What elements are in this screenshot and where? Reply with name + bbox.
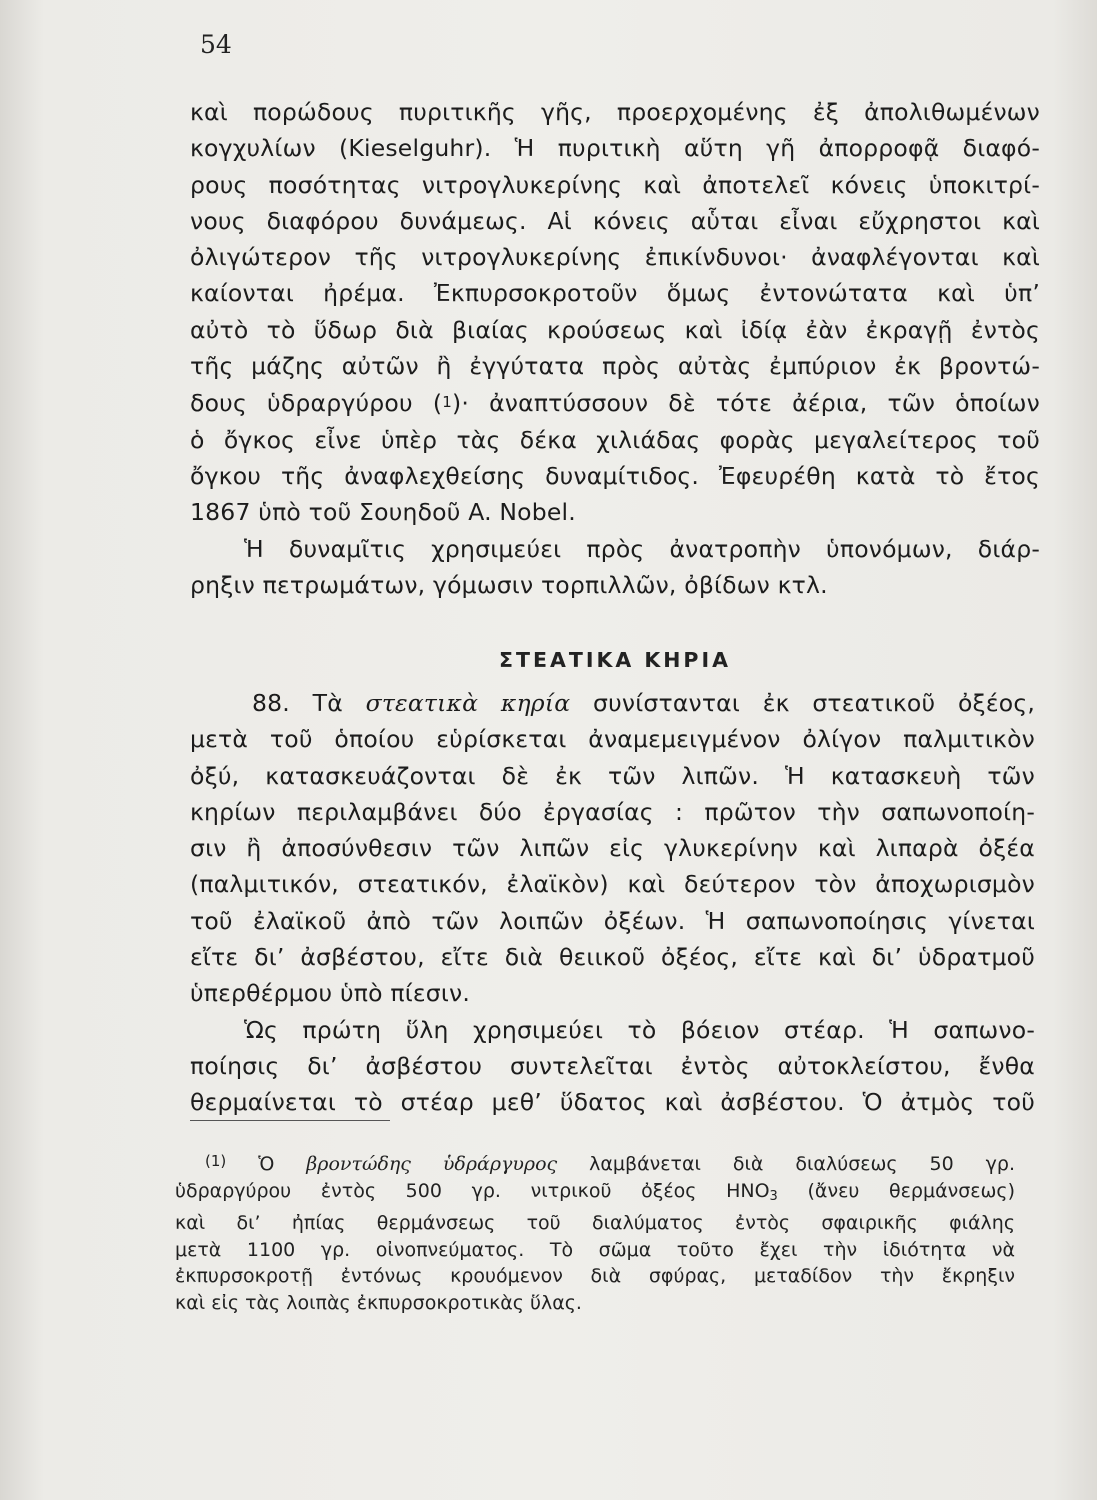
- text-line: θερμαίνεται τὸ στέαρ μεθ’ ὕδατος καὶ ἀσβέστου. Ὁ ἀτμὸς τοῦ: [190, 1088, 1035, 1117]
- text-line-last: ρηξιν πετρωμάτων, γόμωσιν τορπιλλῶν, ὀβίδων κτλ.: [190, 570, 828, 599]
- text-fragment: Τὰ: [312, 689, 343, 717]
- text-line: Ὡς πρώτη ὕλη χρησιμεύει τὸ βόειον στέαρ. Ἡ σαπωνο-: [244, 1015, 1035, 1044]
- continuation-text: [190, 94, 1040, 603]
- page-number: 54: [200, 30, 232, 59]
- footnote-divider: [190, 1120, 390, 1121]
- text-line-with-footnote-ref: [190, 384, 1040, 421]
- footnote-line: καὶ δι’ ἠπίας θερμάνσεως τοῦ διαλύματος ἐντὸς σφαιρικῆς φιάλης: [175, 1212, 1015, 1234]
- footnote-reference: 1: [442, 393, 452, 412]
- text-line: αὐτὸ τὸ ὕδωρ διὰ βιαίας κρούσεως καὶ ἰδίᾳ ἐὰν ἐκραγῇ ἐντὸς: [190, 315, 1040, 344]
- text-line: ποίησις δι’ ἀσβέστου συντελεῖται ἐντὸς αὐτοκλείστου, ἔνθα: [190, 1051, 1035, 1080]
- subscript: 3: [769, 1188, 778, 1204]
- text-line: εἴτε δι’ ἀσβέστου, εἴτε διὰ θειικοῦ ὀξέος, εἴτε καὶ δι’ ὑδρατμοῦ: [190, 943, 1035, 972]
- text-line: νους διαφόρου δυνάμεως. Αἱ κόνεις αὗται εἶναι εὔχρηστοι καὶ: [190, 206, 1040, 235]
- section-heading: ΣΤΕΑΤΙΚΑ ΚΗΡΙΑ: [499, 648, 731, 672]
- text-line: καὶ πορώδους πυριτικῆς γῆς, προερχομένης ἐξ ἀπολιθωμένων: [190, 98, 1040, 126]
- text-fragment: λαμβάνεται διὰ διαλύσεως 50 γρ.: [589, 1153, 1015, 1175]
- text-line-last: 1867 ὑπὸ τοῦ Σουηδοῦ A. Nobel.: [190, 498, 576, 527]
- text-line: τοῦ ἐλαϊκοῦ ἀπὸ τῶν λοιπῶν ὀξέων. Ἡ σαπωνοποίησις γίνεται: [190, 906, 1035, 935]
- text-line: κηρίων περιλαμβάνει δύο ἐργασίας : πρῶτον τὴν σαπωνοποίη-: [190, 797, 1035, 826]
- footnote-line: ἐκπυρσοκροτῇ ἐντόνως κρουόμενον διὰ σφύρας, μεταδίδον τὴν ἔκρηξιν: [175, 1265, 1015, 1287]
- italic-term: βροντώδης ὑδράργυρος: [306, 1153, 558, 1175]
- text-fragment: )· ἀναπτύσσουν δὲ τότε ἀέρια, τῶν ὁποίων: [451, 389, 1040, 418]
- italic-term: στεατικὰ κηρία: [365, 689, 571, 717]
- footnote-line-formula: [175, 1178, 1015, 1211]
- text-line: καίονται ἠρέμα. Ἐκπυρσοκροτοῦν ὅμως ἐντονώτατα καὶ ὑπ’: [190, 279, 1040, 308]
- section-stearic-candles: [190, 685, 1035, 1121]
- text-fragment: συνίστανται ἐκ στεατικοῦ ὀξέος,: [593, 689, 1035, 717]
- footnote-number: 1: [210, 1152, 221, 1170]
- text-line: (παλμιτικόν, στεατικόν, ἐλαϊκὸν) καὶ δεύτερον τὸν ἀποχωρισμὸν: [190, 870, 1035, 899]
- footnote: [175, 1148, 1015, 1316]
- footnote-line-last: καὶ εἰς τὰς λοιπὰς ἐκπυρσοκροτικὰς ὕλας.: [175, 1291, 582, 1314]
- section-number: 88.: [252, 689, 290, 717]
- text-line: ὄγκου τῆς ἀναφλεχθείσης δυναμίτιδος. Ἐφευρέθη κατὰ τὸ ἔτος: [190, 461, 1040, 490]
- text-fragment: ὑδραργύρου ἐντὸς 500 γρ. νιτρικοῦ ὀξέος HNO: [175, 1179, 770, 1202]
- text-fragment: (ἄνευ θερμάνσεως): [777, 1179, 1015, 1202]
- text-line: ὀξύ, κατασκευάζονται δὲ ἐκ τῶν λιπῶν. Ἡ κατασκευὴ τῶν: [190, 761, 1035, 790]
- text-line: ὀλιγώτερον τῆς νιτρογλυκερίνης ἐπικίνδυνοι· ἀναφλέγονται καὶ: [190, 243, 1040, 272]
- footnote-mark: (1): [205, 1152, 227, 1170]
- paragraph-dynamite-description: [190, 94, 1040, 531]
- text-fragment: Ὁ: [258, 1153, 275, 1175]
- footnote-line: μετὰ 1100 γρ. οἰνοπνεύματος. Τὸ σῶμα τοῦτο ἔχει τὴν ἰδιότητα νὰ: [175, 1238, 1015, 1261]
- text-line: μετὰ τοῦ ὁποίου εὑρίσκεται ἀναμεμειγμένον ὀλίγον παλμιτικὸν: [190, 725, 1035, 754]
- text-line: ὁ ὄγκος εἶνε ὑπὲρ τὰς δέκα χιλιάδας φορὰς μεγαλείτερος τοῦ: [190, 425, 1040, 454]
- footnote-first-line: [175, 1148, 1015, 1178]
- paragraph-dynamite-uses: [190, 531, 1040, 604]
- text-line-last: ὑπερθέρμου ὑπὸ πίεσιν.: [190, 979, 470, 1008]
- text-line: σιν ἢ ἀποσύνθεσιν τῶν λιπῶν εἰς γλυκερίνην καὶ λιπαρὰ ὀξέα: [190, 834, 1035, 863]
- section-first-line: [190, 685, 1035, 721]
- text-line: κογχυλίων (Kieselguhr). Ἡ πυριτικὴ αὕτη γῆ ἀπορροφᾷ διαφό-: [190, 134, 1040, 163]
- text-fragment: δους ὑδραργύρου (: [190, 389, 443, 418]
- text-line: Ἡ δυναμῖτις χρησιμεύει πρὸς ἀνατροπὴν ὑπονόμων, διάρ-: [244, 534, 1040, 563]
- text-line: τῆς μάζης αὐτῶν ἢ ἐγγύτατα πρὸς αὐτὰς ἐμπύριον ἐκ βροντώ-: [190, 352, 1040, 381]
- text-line: ρους ποσότητας νιτρογλυκερίνης καὶ ἀποτελεῖ κόνεις ὑποκιτρί-: [190, 170, 1040, 199]
